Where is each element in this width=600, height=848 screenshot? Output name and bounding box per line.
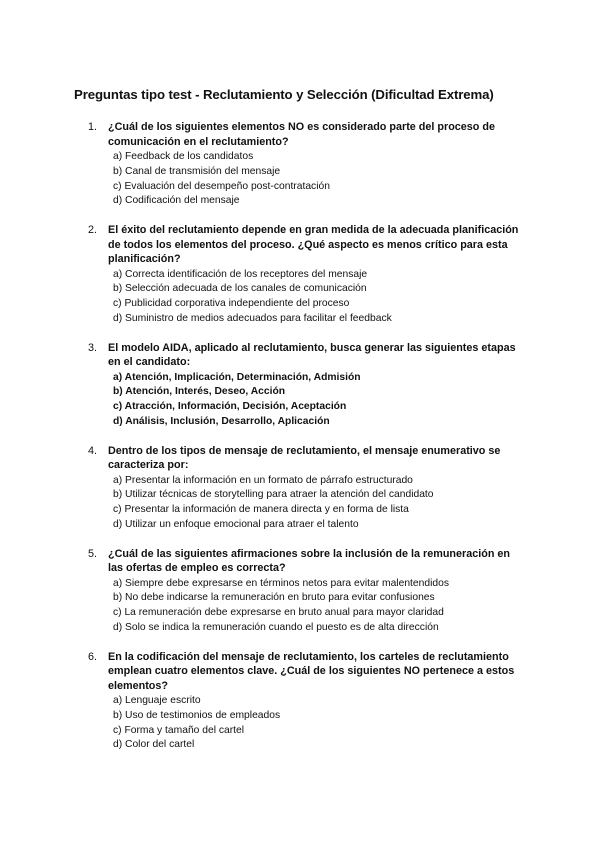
option-a: a) Siempre debe expresarse en términos netos para evitar malentendidos <box>113 577 449 589</box>
option-b: b) Atención, Interés, Deseo, Acción <box>113 386 286 398</box>
option-a: a) Presentar la información en un formato de párrafo estructurado <box>113 474 413 486</box>
option-c: c) Presentar la información de manera directa y en forma de lista <box>113 504 409 516</box>
option-c: c) Evaluación del desempeño post-contratación <box>113 180 330 192</box>
option-d: d) Análisis, Inclusión, Desarrollo, Aplicación <box>113 415 330 427</box>
question-text: El modelo AIDA, aplicado al reclutamiento, busca generar las siguientes etapas en el candidato: <box>108 341 516 369</box>
question-number: 1. <box>88 121 98 133</box>
option-c: c) Publicidad corporativa independiente del proceso <box>113 298 350 310</box>
question-text: En la codificación del mensaje de reclutamiento, los carteles de reclutamiento emplean cuatro elementos clave. ¿Cuál de los siguientes NO pertenece a estos elementos? <box>108 650 515 692</box>
question-text: El éxito del reclutamiento depende en gran medida de la adecuada planificación de todos los elementos del proceso. ¿Qué aspecto es menos crítico para esta planificación? <box>108 224 519 266</box>
option-d: d) Color del cartel <box>113 739 195 751</box>
option-d: d) Suministro de medios adecuados para facilitar el feedback <box>113 312 392 324</box>
question-number: 4. <box>88 444 98 457</box>
option-a: a) Lenguaje escrito <box>113 695 201 707</box>
question-4 <box>74 444 540 533</box>
option-d: d) Codificación del mensaje <box>113 195 240 207</box>
question-3 <box>74 341 540 430</box>
question-5 <box>74 547 540 636</box>
option-a: a) Feedback de los candidatos <box>113 151 254 163</box>
option-a: a) Atención, Implicación, Determinación, Admisión <box>113 371 361 383</box>
question-number: 5. <box>88 547 98 560</box>
option-c: c) Atracción, Información, Decisión, Aceptación <box>113 401 347 413</box>
option-c: c) La remuneración debe expresarse en bruto anual para mayor claridad <box>113 607 444 619</box>
option-d: d) Utilizar un enfoque emocional para atraer el talento <box>113 518 359 530</box>
question-number: 3. <box>88 341 98 354</box>
option-a: a) Correcta identificación de los receptores del mensaje <box>113 268 368 280</box>
question-text: Dentro de los tipos de mensaje de reclutamiento, el mensaje enumerativo se caracteriza por: <box>108 444 501 472</box>
option-b: b) Uso de testimonios de empleados <box>113 710 281 722</box>
option-b: b) Selección adecuada de los canales de comunicación <box>113 283 367 295</box>
question-list <box>74 120 540 753</box>
question-text: ¿Cuál de las siguientes afirmaciones sobre la inclusión de la remuneración en las ofertas de empleo es correcta? <box>108 547 511 575</box>
question-text: ¿Cuál de los siguientes elementos NO es considerado parte del proceso de comunicación en el reclutamiento? <box>108 121 495 148</box>
question-number: 2. <box>88 224 98 236</box>
option-b: b) Canal de transmisión del mensaje <box>113 165 281 177</box>
option-d: d) Solo se indica la remuneración cuando el puesto es de alta dirección <box>113 621 439 633</box>
question-2 <box>74 223 540 327</box>
question-number: 6. <box>88 650 98 663</box>
document-title: Preguntas tipo test - Reclutamiento y Selección (Dificultad Extrema) <box>74 87 494 102</box>
option-b: b) Utilizar técnicas de storytelling para atraer la atención del candidato <box>113 489 434 501</box>
option-b: b) No debe indicarse la remuneración en bruto para evitar confusiones <box>113 592 435 604</box>
question-1 <box>74 120 540 209</box>
question-6 <box>74 650 540 754</box>
option-c: c) Forma y tamaño del cartel <box>113 724 245 736</box>
